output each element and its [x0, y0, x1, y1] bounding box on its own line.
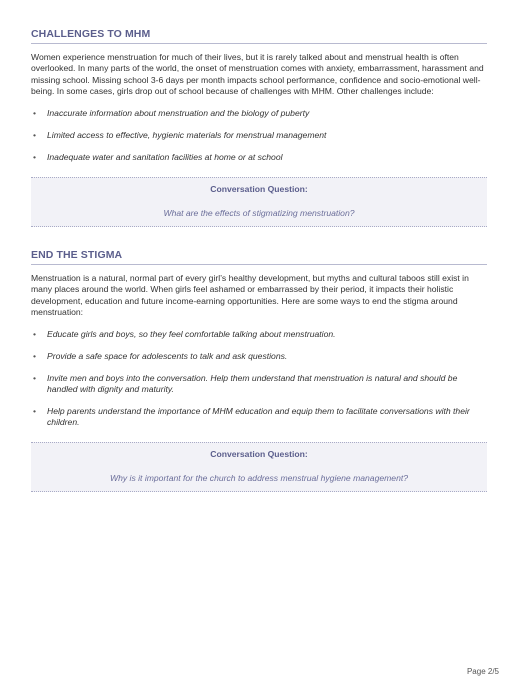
list-item-text: Invite men and boys into the conversation. Help them understand that menstruation is natural and should be handled with dignity and maturity.: [47, 373, 458, 394]
conversation-question-box: [31, 177, 487, 227]
section-end-stigma: [31, 249, 487, 492]
bullet-icon: •: [33, 107, 37, 118]
document-page: [31, 28, 487, 492]
list-item-text: Inadequate water and sanitation facilities at home or at school: [47, 152, 283, 163]
question-label: Conversation Question:: [210, 448, 308, 459]
question-text: What are the effects of stigmatizing menstruation?: [163, 208, 355, 218]
list-item-text: Inaccurate information about menstruation and the biology of puberty: [47, 107, 310, 118]
list-item: [31, 351, 487, 362]
section-paragraph: Menstruation is a natural, normal part of every girl’s healthy development, but myths and cultural taboos still exist in many places around the world. When girls feel ashamed or embarrassed by their period, it impacts their holistic development, education and future income-earning opportunities. Here are some ways to end the stigma around menstruation:: [31, 273, 469, 318]
list-item-text: Provide a safe space for adolescents to talk and ask questions.: [47, 351, 288, 362]
bullet-list: [31, 108, 487, 163]
list-item: [31, 152, 487, 163]
bullet-icon: •: [33, 130, 37, 141]
question-label: Conversation Question:: [210, 184, 308, 194]
list-item: [31, 373, 487, 394]
list-item: [31, 108, 487, 119]
bullet-icon: •: [33, 351, 37, 362]
bullet-list: [31, 329, 487, 428]
question-text: Why is it important for the church to address menstrual hygiene management?: [109, 472, 409, 483]
section-challenges: [31, 28, 487, 227]
section-title: END THE STIGMA: [31, 249, 487, 265]
conversation-question-box: [31, 442, 487, 492]
page-number: Page 2/5: [466, 667, 499, 676]
list-item-text: Limited access to effective, hygienic materials for menstrual management: [47, 130, 327, 141]
bullet-icon: •: [33, 152, 37, 163]
bullet-icon: •: [33, 328, 37, 339]
bullet-icon: •: [33, 406, 37, 417]
section-paragraph: Women experience menstruation for much of their lives, but it is rarely talked about and menstrual health is often overlooked. In many parts of the world, the onset of menstruation comes with anxiety, embarrassment, harassment and missing school. Missing school 3-6 days per month impacts school performance, confidence and socio-emotional well-being. In some cases, girls drop out of school because of challenges with MHM. Other challenges include:: [31, 52, 484, 97]
list-item: [31, 406, 487, 427]
bullet-icon: •: [33, 373, 37, 384]
section-title: CHALLENGES TO MHM: [31, 28, 487, 44]
list-item-text: Educate girls and boys, so they feel comfortable talking about menstruation.: [47, 328, 336, 339]
list-item: [31, 130, 487, 141]
list-item: [31, 329, 487, 340]
list-item-text: Help parents understand the importance of MHM education and equip them to facilitate conversations with their children.: [47, 406, 470, 427]
